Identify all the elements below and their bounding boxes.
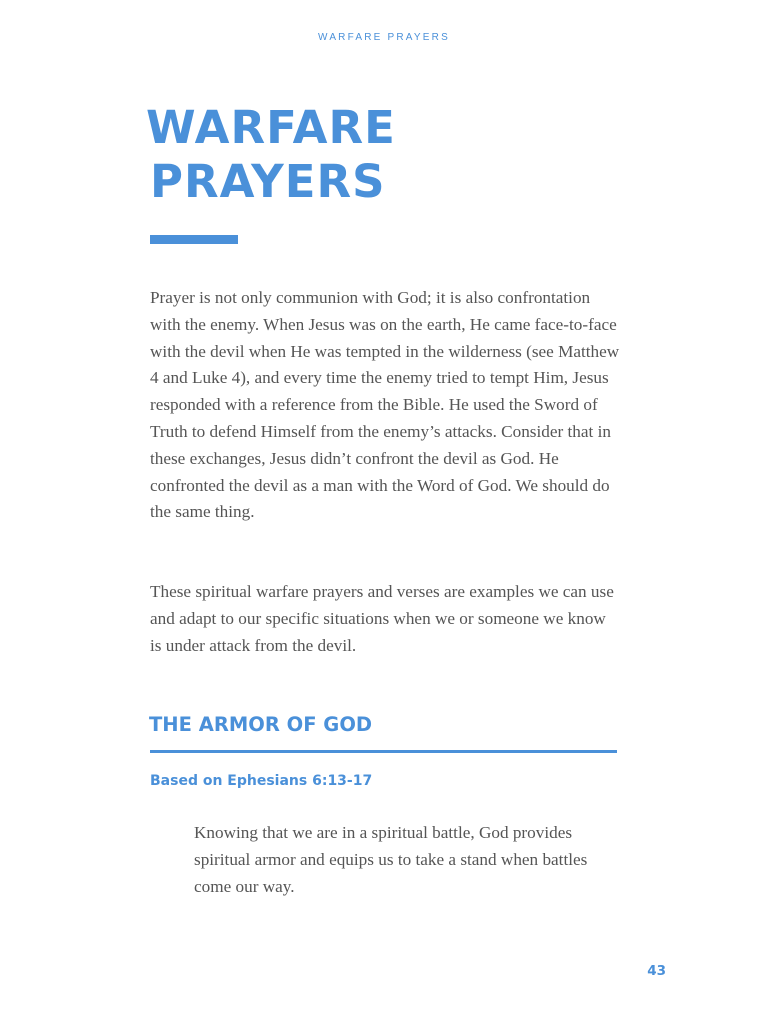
scripture-reference: Based on Ephesians 6:13-17 — [150, 773, 373, 789]
page-title — [146, 101, 396, 209]
title-underline-bar — [150, 235, 238, 244]
page-number: 43 — [647, 963, 666, 979]
indented-paragraph: Knowing that we are in a spiritual battle, God provides spiritual armor and equips us to take a stand when battles come our way. — [194, 823, 588, 896]
section-divider — [150, 750, 617, 753]
page-title-line-1: WARFARE — [146, 101, 396, 154]
second-paragraph: These spiritual warfare prayers and verses are examples we can use and adapt to our specific situations when we or someone we know is under attack from the devil. — [150, 582, 614, 655]
section-heading: THE ARMOR OF GOD — [149, 713, 373, 736]
page-title-line-2: PRAYERS — [150, 155, 386, 208]
running-head: WARFARE PRAYERS — [318, 32, 450, 43]
intro-paragraph: Prayer is not only communion with God; it is also confrontation with the enemy. When Jesus was on the earth, He came face-to-face with the devil when He was tempted in the wilderness (see Matthew 4 and Luke 4), and every time the enemy tried to tempt Him, Jesus responded with a reference from the Bible. He used the Sword of Truth to defend Himself from the enemy’s attacks. Consider that in these exchanges, Jesus didn’t confront the devil as God. He confronted the devil as a man with the Word of God. We should do the same thing. — [150, 288, 620, 522]
